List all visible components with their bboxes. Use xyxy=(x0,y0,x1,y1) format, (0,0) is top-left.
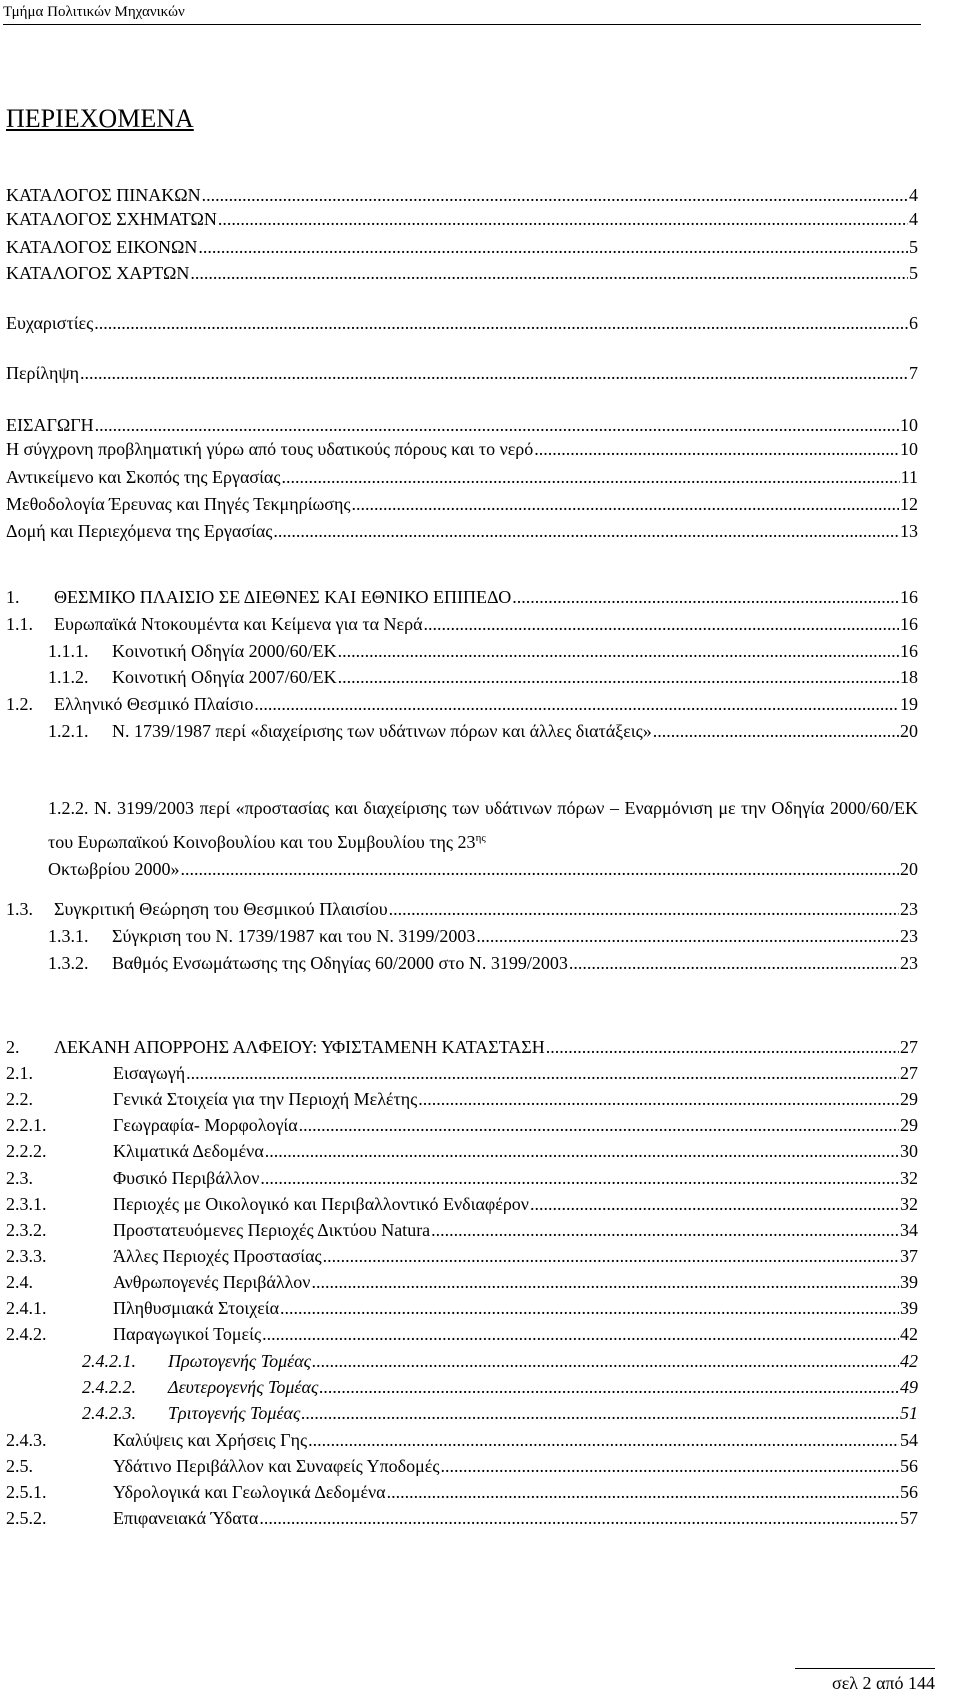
toc-entry[interactable] xyxy=(6,518,918,542)
toc-entry-text: Οκτωβρίου 2000» xyxy=(48,859,180,879)
toc-entry[interactable] xyxy=(6,1269,918,1293)
toc-entry-page: 16 xyxy=(900,641,918,661)
toc-entry[interactable] xyxy=(6,360,918,384)
toc-entry-number: 2.5. xyxy=(6,1456,33,1476)
toc-entry-text: ΚΑΤΑΛΟΓΟΣ ΠΙΝΑΚΩΝ xyxy=(6,185,201,205)
toc-entry-text: Γενικά Στοιχεία για την Περιοχή Μελέτης xyxy=(113,1089,418,1109)
toc-entry[interactable] xyxy=(6,1453,918,1477)
toc-entry[interactable] xyxy=(6,896,918,920)
toc-entry-text: ΚΑΤΑΛΟΓΟΣ ΧΑΡΤΩΝ xyxy=(6,263,190,283)
toc-entry-page: 51 xyxy=(900,1403,918,1423)
toc-entry[interactable] xyxy=(6,1427,918,1451)
dot-leader xyxy=(259,1507,899,1529)
dot-leader xyxy=(546,1036,899,1058)
dot-leader xyxy=(476,925,899,947)
toc-entry-text: Μεθοδολογία Έρευνας και Πηγές Τεκμηρίωσης xyxy=(6,494,351,514)
toc-title: ΠΕΡΙΕΧΟΜΕΝΑ xyxy=(6,104,194,133)
toc-entry-number: 1.2.1. xyxy=(48,721,89,741)
toc-entry-page: 18 xyxy=(900,667,918,687)
toc-entry-text: Καλύψεις και Χρήσεις Γης xyxy=(113,1430,308,1450)
toc-entry-number: 2.2. xyxy=(6,1089,33,1109)
toc-entry-page: 10 xyxy=(900,415,918,435)
toc-entry-number: 2.3.2. xyxy=(6,1220,47,1240)
toc-entry-number: 2.4.1. xyxy=(6,1298,47,1318)
dot-leader xyxy=(80,362,908,384)
toc-entry-number: 2.4.2.3. xyxy=(82,1403,136,1423)
toc-entry-page: 42 xyxy=(900,1324,918,1344)
toc-entry-page: 7 xyxy=(909,363,918,383)
dot-leader xyxy=(387,1481,899,1503)
dot-leader xyxy=(265,1140,899,1162)
toc-entry-number: 2.3.1. xyxy=(6,1194,47,1214)
toc-entry-page: 6 xyxy=(909,313,918,333)
toc-entry[interactable] xyxy=(6,1217,918,1241)
toc-entry-text: Περίληψη xyxy=(6,363,80,383)
department-name: Τμήμα Πολιτικών Μηχανικών xyxy=(3,4,185,20)
toc-entry-text: Αντικείμενο και Σκοπός της Εργασίας xyxy=(6,467,281,487)
dot-leader xyxy=(569,952,899,974)
toc-entry-1-2-2-continuation[interactable] xyxy=(48,856,918,880)
toc-entry-number: 1.2. xyxy=(6,694,33,714)
dot-leader xyxy=(530,1193,899,1215)
dot-leader xyxy=(312,1350,899,1372)
toc-entry[interactable] xyxy=(6,584,918,608)
toc-entry-text: Δομή και Περιεχόμενα της Εργασίας xyxy=(6,521,273,541)
dot-leader xyxy=(95,414,899,436)
toc-entry[interactable] xyxy=(6,491,918,515)
toc-entry-number: 2. xyxy=(6,1037,20,1057)
toc-entry-text: Πρωτογενής Τομέας xyxy=(168,1351,311,1371)
toc-entry-page: 23 xyxy=(900,926,918,946)
toc-entry[interactable] xyxy=(6,611,918,635)
toc-entry[interactable] xyxy=(6,182,918,206)
toc-entry-number: 2.3.3. xyxy=(6,1246,47,1266)
dot-leader xyxy=(512,586,899,608)
toc-entry-text: Δευτερογενής Τομέας xyxy=(168,1377,319,1397)
page-number: σελ 2 από 144 xyxy=(831,1673,935,1693)
toc-entry-page: 29 xyxy=(900,1089,918,1109)
toc-entry-text: Σύγκριση του Ν. 1739/1987 και του Ν. 3199/2003 xyxy=(112,926,476,946)
dot-leader xyxy=(338,666,899,688)
toc-entry[interactable] xyxy=(6,1138,918,1162)
dot-leader xyxy=(254,693,899,715)
toc-entry-page: 20 xyxy=(900,721,918,741)
dot-leader xyxy=(186,1062,899,1084)
toc-entry-page: 23 xyxy=(900,899,918,919)
toc-entry-page: 56 xyxy=(900,1456,918,1476)
toc-entry-text: Παραγωγικοί Τομείς xyxy=(113,1324,262,1344)
dot-leader xyxy=(280,1297,899,1319)
toc-entry[interactable] xyxy=(6,260,918,284)
toc-entry-text: Επιφανειακά Ύδατα xyxy=(113,1508,259,1528)
dot-leader xyxy=(301,1402,899,1424)
toc-entry-number: 1.3.2. xyxy=(48,953,89,973)
dot-leader xyxy=(534,438,899,460)
toc-entry-number: 2.4.3. xyxy=(6,1430,47,1450)
toc-entry-text: ΚΑΤΑΛΟΓΟΣ ΣΧΗΜΑΤΩΝ xyxy=(6,209,217,229)
toc-entry[interactable] xyxy=(6,691,918,715)
toc-entry-page: 5 xyxy=(909,237,918,257)
toc-entry-text: ΕΙΣΑΓΩΓΗ xyxy=(6,415,94,435)
toc-entry-text: Υδρολογικά και Γεωλογικά Δεδομένα xyxy=(113,1482,386,1502)
toc-entry[interactable] xyxy=(48,923,918,947)
toc-entry-text: Ευρωπαϊκά Ντοκουμέντα και Κείμενα για τα Νερά xyxy=(54,614,423,634)
toc-entry-text: Κοινοτική Οδηγία 2007/60/ΕΚ xyxy=(112,667,337,687)
toc-entry[interactable] xyxy=(6,1086,918,1110)
toc-entry[interactable] xyxy=(6,206,918,230)
dot-leader xyxy=(282,466,900,488)
dot-leader xyxy=(273,520,899,542)
toc-entry-page: 42 xyxy=(900,1351,918,1371)
toc-entry-page: 11 xyxy=(900,467,918,487)
dot-leader xyxy=(181,858,899,880)
toc-entry-text: ΘΕΣΜΙΚΟ ΠΛΑΙΣΙΟ ΣΕ ΔΙΕΘΝΕΣ ΚΑΙ ΕΘΝΙΚΟ ΕΠΙΠΕΔΟ xyxy=(54,587,512,607)
toc-entry-text: Φυσικό Περιβάλλον xyxy=(113,1168,260,1188)
toc-entry-page: 19 xyxy=(900,694,918,714)
toc-entry[interactable] xyxy=(6,1295,918,1319)
toc-entry-text: Η σύγχρονη προβληματική γύρω από τους υδατικούς πόρους και το νερό xyxy=(6,439,534,459)
dot-leader xyxy=(262,1323,899,1345)
toc-entry-number: 2.2.2. xyxy=(6,1141,47,1161)
toc-entry-page: 16 xyxy=(900,614,918,634)
dot-leader xyxy=(323,1245,899,1267)
toc-entry[interactable] xyxy=(6,234,918,258)
toc-entry-text: Ν. 3199/2003 περί «προστασίας και διαχείρισης των υδάτινων πόρων – Εναρμόνιση με την Οδηγία 2000/60/ΕΚ του Ευρωπαϊκού Κοινοβουλίου και του Συμβουλίου της 23 xyxy=(48,798,919,852)
dot-leader xyxy=(319,1376,899,1398)
toc-entry[interactable] xyxy=(6,1060,918,1084)
toc-entry-text: Ελληνικό Θεσμικό Πλαίσιο xyxy=(54,694,254,714)
toc-entry[interactable] xyxy=(6,1034,918,1058)
toc-entry-page: 54 xyxy=(900,1430,918,1450)
dot-leader xyxy=(441,1455,900,1477)
toc-entry-number: 2.4. xyxy=(6,1272,33,1292)
toc-entry-text: Ανθρωπογενές Περιβάλλον xyxy=(113,1272,311,1292)
toc-entry-number: 1.1.2. xyxy=(48,667,89,687)
toc-entry-page: 32 xyxy=(900,1194,918,1214)
dot-leader xyxy=(389,898,899,920)
toc-entry-page: 56 xyxy=(900,1482,918,1502)
toc-entry-page: 16 xyxy=(900,587,918,607)
toc-entry-page: 27 xyxy=(900,1063,918,1083)
toc-entry[interactable] xyxy=(6,436,918,460)
dot-leader xyxy=(94,312,908,334)
toc-entry-number: 1.3. xyxy=(6,899,33,919)
toc-entry-number: 2.4.2.1. xyxy=(82,1351,136,1371)
toc-entry-number: 2.5.2. xyxy=(6,1508,47,1528)
toc-entry-text: Κοινοτική Οδηγία 2000/60/ΕΚ xyxy=(112,641,337,661)
toc-entry-number: 1. xyxy=(6,587,20,607)
toc-entry-text: ΚΑΤΑΛΟΓΟΣ ΕΙΚΟΝΩΝ xyxy=(6,237,198,257)
toc-entry[interactable] xyxy=(6,464,918,488)
toc-entry[interactable] xyxy=(6,1165,918,1189)
toc-entry[interactable] xyxy=(6,1321,918,1345)
dot-leader xyxy=(260,1167,899,1189)
toc-entry-superscript: ης xyxy=(475,832,486,844)
toc-entry-text: Άλλες Περιοχές Προστασίας xyxy=(113,1246,322,1266)
toc-entry-text: Εισαγωγή xyxy=(113,1063,186,1083)
toc-entry-page: 13 xyxy=(900,521,918,541)
toc-entry[interactable] xyxy=(48,638,918,662)
toc-entry-page: 12 xyxy=(900,494,918,514)
toc-entry-page: 37 xyxy=(900,1246,918,1266)
toc-entry[interactable] xyxy=(6,1112,918,1136)
toc-entry-number: 1.2.2. xyxy=(48,798,89,818)
toc-entry-1-2-2[interactable] xyxy=(48,793,918,857)
toc-entry[interactable] xyxy=(48,718,918,742)
toc-entry-number: 2.3. xyxy=(6,1168,33,1188)
dot-leader xyxy=(431,1219,899,1241)
dot-leader xyxy=(190,262,908,284)
toc-entry-page: 57 xyxy=(900,1508,918,1528)
toc-entry[interactable] xyxy=(48,950,918,974)
toc-entry-page: 32 xyxy=(900,1168,918,1188)
dot-leader xyxy=(352,493,899,515)
toc-entry[interactable] xyxy=(6,1191,918,1215)
toc-entry[interactable] xyxy=(82,1374,918,1398)
dot-leader xyxy=(338,640,899,662)
toc-entry[interactable] xyxy=(6,1479,918,1503)
toc-entry-text: Πληθυσμιακά Στοιχεία xyxy=(113,1298,280,1318)
toc-entry-text: Βαθμός Ενσωμάτωσης της Οδηγίας 60/2000 στο Ν. 3199/2003 xyxy=(112,953,568,973)
toc-entry[interactable] xyxy=(6,412,918,436)
toc-entry[interactable] xyxy=(6,1505,918,1529)
toc-entry-number: 2.4.2. xyxy=(6,1324,47,1344)
toc-entry-text: Γεωγραφία- Μορφολογία xyxy=(113,1115,298,1135)
toc-entry-page: 5 xyxy=(909,263,918,283)
dot-leader xyxy=(198,236,908,258)
toc-entry-number: 2.4.2.2. xyxy=(82,1377,136,1397)
toc-entry-number: 1.3.1. xyxy=(48,926,89,946)
dot-leader xyxy=(424,613,900,635)
toc-entry[interactable] xyxy=(6,1243,918,1267)
toc-entry-number: 2.2.1. xyxy=(6,1115,47,1135)
toc-entry-page: 4 xyxy=(909,209,918,229)
toc-entry-text: Προστατευόμενες Περιοχές Δικτύου Natura xyxy=(113,1220,431,1240)
toc-entry-page: 23 xyxy=(900,953,918,973)
toc-entry-number: 1.1. xyxy=(6,614,33,634)
dot-leader xyxy=(653,720,899,742)
toc-entry-text: Υδάτινο Περιβάλλον και Συναφείς Υποδομές xyxy=(113,1456,440,1476)
toc-entry-page: 29 xyxy=(900,1115,918,1135)
toc-entry-page: 39 xyxy=(900,1272,918,1292)
toc-entry-page: 49 xyxy=(900,1377,918,1397)
toc-entry[interactable] xyxy=(6,310,918,334)
toc-entry-page: 10 xyxy=(900,439,918,459)
toc-entry-page: 39 xyxy=(900,1298,918,1318)
toc-entry-text: Ευχαριστίες xyxy=(6,313,94,333)
dot-leader xyxy=(218,208,908,230)
toc-entry-text: Ν. 1739/1987 περί «διαχείρισης των υδάτινων πόρων και άλλες διατάξεις» xyxy=(112,721,652,741)
toc-entry-page: 4 xyxy=(909,185,918,205)
dot-leader xyxy=(308,1429,899,1451)
toc-entry-text: ΛΕΚΑΝΗ ΑΠΟΡΡΟΗΣ ΑΛΦΕΙΟΥ: ΥΦΙΣΤΑΜΕΝΗ ΚΑΤΑΣΤΑΣΗ xyxy=(54,1037,545,1057)
toc-entry[interactable] xyxy=(82,1400,918,1424)
dot-leader xyxy=(418,1088,899,1110)
toc-entry-page: 34 xyxy=(900,1220,918,1240)
toc-entry-page: 20 xyxy=(900,859,918,879)
toc-entry-text: Συγκριτική Θεώρηση του Θεσμικού Πλαισίου xyxy=(54,899,388,919)
toc-entry-text: Κλιματικά Δεδομένα xyxy=(113,1141,264,1161)
toc-entry-number: 2.1. xyxy=(6,1063,33,1083)
toc-entry[interactable] xyxy=(82,1348,918,1372)
page-header xyxy=(3,2,921,25)
toc-entry-number: 2.5.1. xyxy=(6,1482,47,1502)
toc-entry-page: 30 xyxy=(900,1141,918,1161)
toc-entry-page: 27 xyxy=(900,1037,918,1057)
toc-entry-text: Τριτογενής Τομέας xyxy=(168,1403,301,1423)
toc-entry-number: 1.1.1. xyxy=(48,641,89,661)
toc-entry-text: Περιοχές με Οικολογικό και Περιβαλλοντικό Ενδιαφέρον xyxy=(113,1194,529,1214)
toc-entry[interactable] xyxy=(48,664,918,688)
dot-leader xyxy=(202,184,908,206)
dot-leader xyxy=(311,1271,899,1293)
page-footer xyxy=(795,1668,935,1694)
dot-leader xyxy=(299,1114,899,1136)
